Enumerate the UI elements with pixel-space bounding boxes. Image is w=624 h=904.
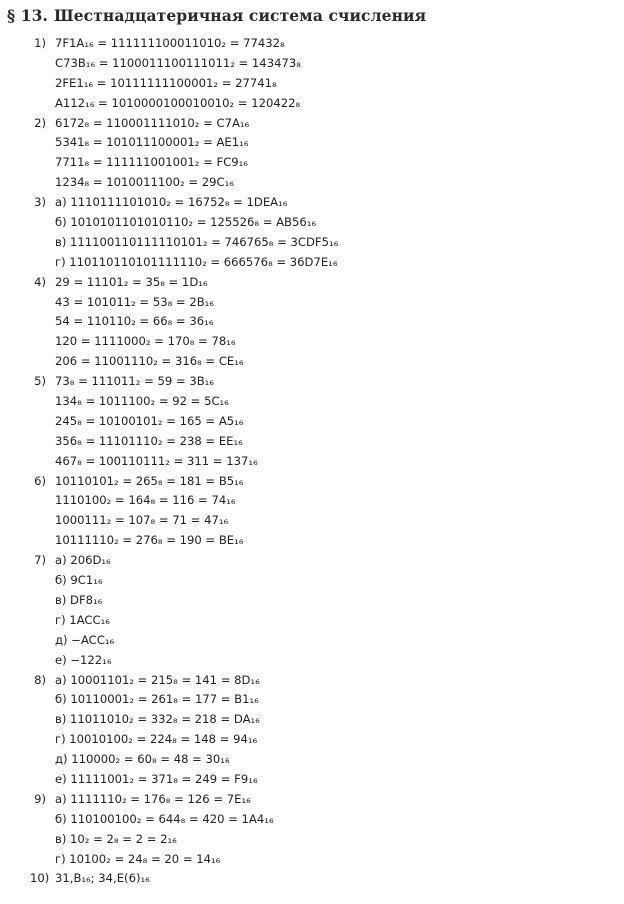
answer-row-8 <box>0 671 624 691</box>
answer-line <box>0 531 624 551</box>
answer-line <box>0 750 624 770</box>
answer-text: г) 110110110101111110₂ = 666576₈ = 36D7E₁₆ <box>55 254 338 269</box>
answer-line <box>0 591 624 611</box>
answer-line <box>0 153 624 173</box>
section-heading <box>7 6 426 30</box>
answer-line <box>0 770 624 790</box>
answer-text: г) 1ACC₁₆ <box>55 612 110 627</box>
answer-text: 2FE1₁₆ = 10111111100001₂ = 27741₈ <box>55 75 277 90</box>
answer-line <box>0 233 624 253</box>
answer-text: б) 10110001₂ = 261₈ = 177 = B1₁₆ <box>55 692 259 707</box>
answer-line <box>0 710 624 730</box>
answer-text: A112₁₆ = 1010000100010010₂ = 120422₈ <box>55 95 301 110</box>
answer-line <box>0 611 624 631</box>
answer-line <box>0 133 624 153</box>
answer-text: е) −122₁₆ <box>55 652 112 667</box>
answer-line <box>0 253 624 273</box>
answer-text: а) 1111110₂ = 176₈ = 126 = 7E₁₆ <box>55 791 251 806</box>
answer-text: г) 10100₂ = 24₈ = 20 = 14₁₆ <box>55 851 221 866</box>
answer-text: б) 110100100₂ = 644₈ = 420 = 1A4₁₆ <box>55 811 274 826</box>
task-number: 4) <box>34 274 46 289</box>
section-title: Шестнадцатеричная система счисления <box>53 6 427 25</box>
answer-row-1 <box>0 34 624 54</box>
answer-line <box>0 491 624 511</box>
task-number: 9) <box>34 791 46 806</box>
answer-text: 54 = 110110₂ = 66₈ = 36₁₆ <box>55 314 214 329</box>
answer-row-5 <box>0 372 624 392</box>
answer-text: б) 1010101101010110₂ = 125526₈ = AB56₁₆ <box>55 215 317 230</box>
answer-text: 134₈ = 1011100₂ = 92 = 5C₁₆ <box>55 394 229 409</box>
answer-line <box>0 830 624 850</box>
answer-line <box>0 631 624 651</box>
answer-text: б) 9C1₁₆ <box>55 573 103 588</box>
answer-text: д) 110000₂ = 60₈ = 48 = 30₁₆ <box>55 752 230 767</box>
answer-text: 1000111₂ = 107₈ = 71 = 47₁₆ <box>55 513 229 528</box>
answer-text: 7F1A₁₆ = 111111100011010₂ = 77432₈ <box>55 36 285 50</box>
answer-text: в) 11011010₂ = 332₈ = 218 = DA₁₆ <box>55 712 260 727</box>
answer-row-4 <box>0 273 624 293</box>
answer-row-7 <box>0 551 624 571</box>
answer-line <box>0 352 624 372</box>
answer-text: в) 111100110111110101₂ = 746765₈ = 3CDF5₁₆ <box>55 234 339 249</box>
answer-line <box>0 412 624 432</box>
answer-line <box>0 690 624 710</box>
task-number: 10) <box>30 871 50 886</box>
answer-text: 10111110₂ = 276₈ = 190 = BE₁₆ <box>55 533 244 548</box>
answer-line <box>0 651 624 671</box>
answer-row-10 <box>0 869 624 889</box>
answer-text: 120 = 1111000₂ = 170₈ = 78₁₆ <box>55 334 236 349</box>
answer-text: в) 10₂ = 2₈ = 2 = 2₁₆ <box>55 831 177 846</box>
answer-text: в) DF8₁₆ <box>55 592 103 607</box>
task-number: 3) <box>34 195 46 210</box>
answer-text: д) −ACC₁₆ <box>55 632 115 647</box>
task-number: 7) <box>34 553 46 568</box>
answer-text: а) 10001101₂ = 215₈ = 141 = 8D₁₆ <box>55 672 260 687</box>
section-number: § 13. <box>7 6 48 25</box>
answer-list <box>0 34 624 889</box>
answer-row-3 <box>0 193 624 213</box>
answer-line <box>0 511 624 531</box>
answer-line <box>0 810 624 830</box>
task-number: 6) <box>34 473 46 488</box>
answer-line <box>0 332 624 352</box>
answer-row-6 <box>0 472 624 492</box>
answer-line <box>0 173 624 193</box>
task-number: 1) <box>34 36 46 50</box>
answer-text: C73B₁₆ = 1100011100111011₂ = 143473₈ <box>55 55 301 70</box>
answer-text: а) 1110111101010₂ = 16752₈ = 1DEA₁₆ <box>55 195 288 210</box>
answer-line <box>0 312 624 332</box>
answer-line <box>0 850 624 870</box>
answer-text: 1234₈ = 1010011100₂ = 29C₁₆ <box>55 175 234 190</box>
answer-line <box>0 94 624 114</box>
answer-text: а) 206D₁₆ <box>55 553 111 568</box>
answer-text: 5341₈ = 101011100001₂ = AE1₁₆ <box>55 135 249 150</box>
answer-line <box>0 293 624 313</box>
answer-text: е) 11111001₂ = 371₈ = 249 = F9₁₆ <box>55 771 258 786</box>
answer-text: 356₈ = 11101110₂ = 238 = EE₁₆ <box>55 433 243 448</box>
answer-line <box>0 432 624 452</box>
answer-line <box>0 74 624 94</box>
task-number: 8) <box>34 672 46 687</box>
answer-text: 10110101₂ = 265₈ = 181 = B5₁₆ <box>55 473 244 488</box>
answer-line <box>0 392 624 412</box>
answer-line <box>0 571 624 591</box>
answer-row-9 <box>0 790 624 810</box>
answer-text: 29 = 11101₂ = 35₈ = 1D₁₆ <box>55 274 208 289</box>
answer-line <box>0 54 624 74</box>
answer-text: 467₈ = 100110111₂ = 311 = 137₁₆ <box>55 453 258 468</box>
answer-line <box>0 213 624 233</box>
answer-text: 206 = 11001110₂ = 316₈ = CE₁₆ <box>55 354 244 369</box>
task-number: 5) <box>34 374 46 389</box>
answer-text: 1110100₂ = 164₈ = 116 = 74₁₆ <box>55 493 236 508</box>
answer-text: 245₈ = 10100101₂ = 165 = A5₁₆ <box>55 413 244 428</box>
answer-text: 6172₈ = 110001111010₂ = C7A₁₆ <box>55 115 250 130</box>
answer-text: 31,B₁₆; 34,E(6)₁₆ <box>55 871 150 886</box>
task-number: 2) <box>34 115 46 130</box>
answer-line <box>0 730 624 750</box>
answer-line <box>0 452 624 472</box>
answer-row-2 <box>0 114 624 134</box>
answer-text: г) 10010100₂ = 224₈ = 148 = 94₁₆ <box>55 732 258 747</box>
answer-text: 73₈ = 111011₂ = 59 = 3B₁₆ <box>55 374 214 389</box>
answer-text: 7711₈ = 111111001001₂ = FC9₁₆ <box>55 155 248 170</box>
answer-text: 43 = 101011₂ = 53₈ = 2B₁₆ <box>55 294 214 309</box>
